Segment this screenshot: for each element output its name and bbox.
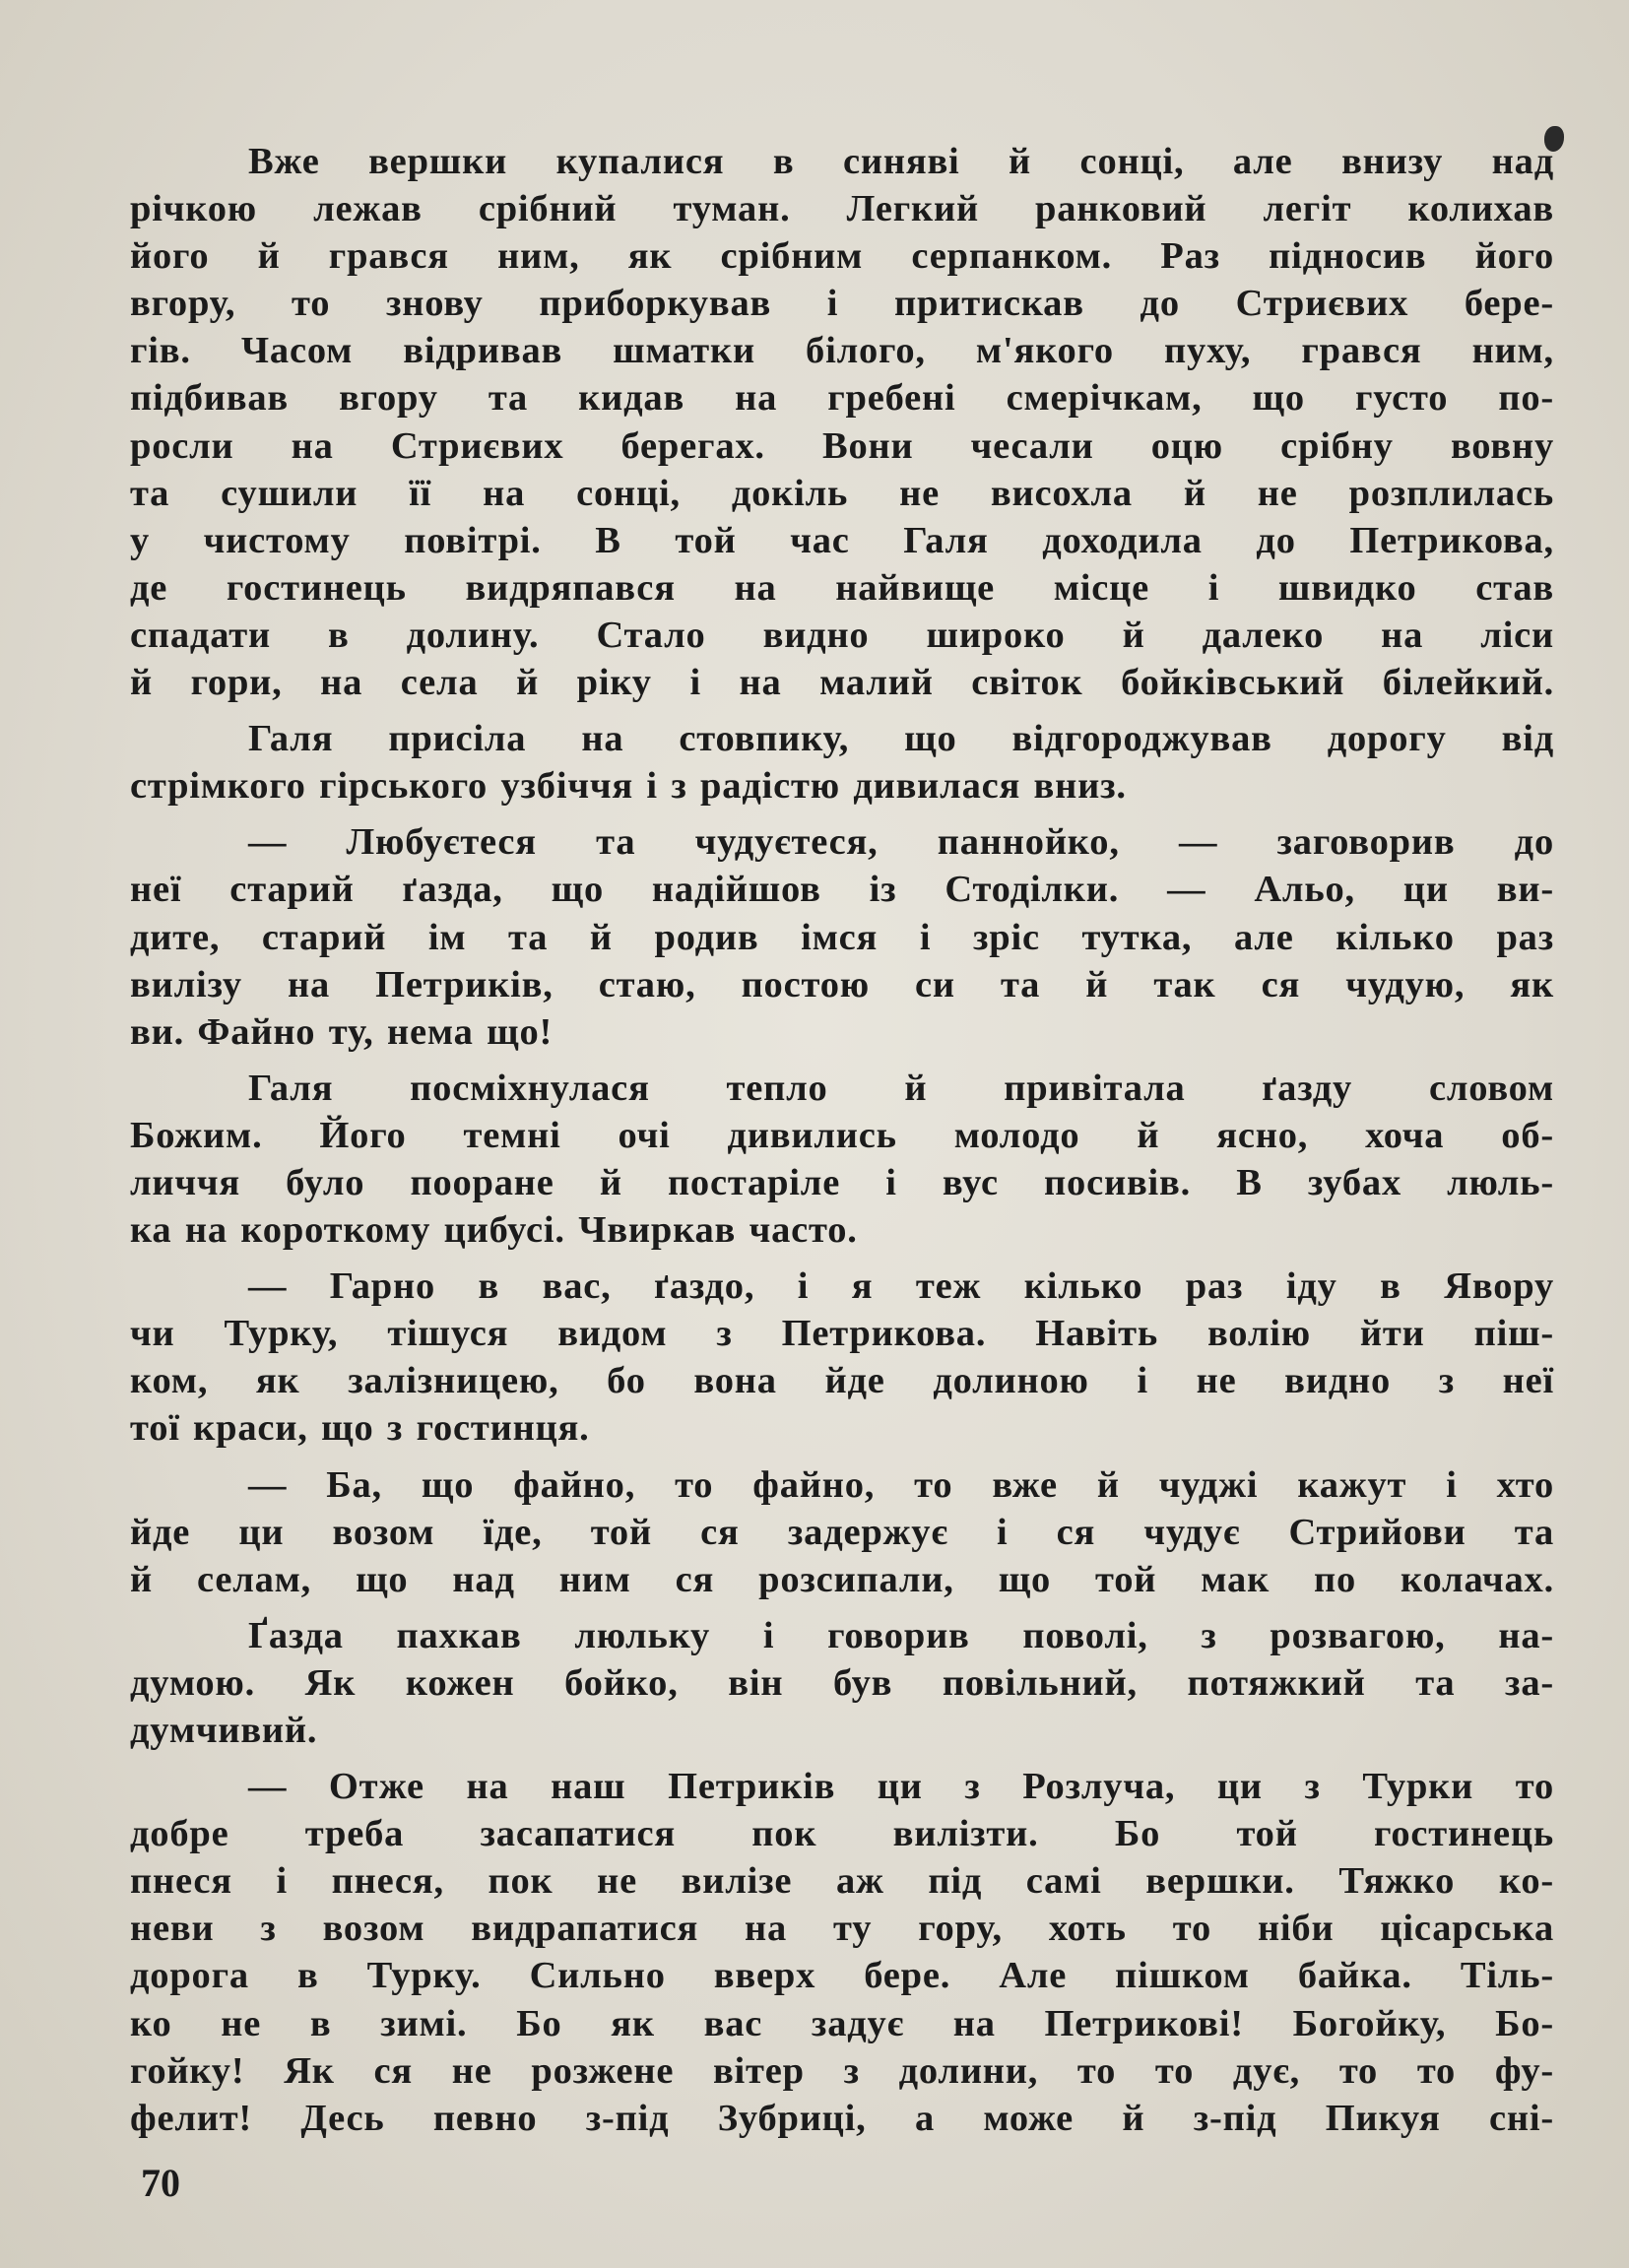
paragraph xyxy=(130,818,1554,1055)
text-line: добре треба засапатися пок вилізти. Бо той гостинець xyxy=(130,1813,1554,1855)
paragraph xyxy=(130,1065,1554,1254)
text-line: дите, старий ім та й родив імся і зріс тутка, але кілько раз xyxy=(130,916,1554,958)
text-line: гойку! Як ся не розжене вітер з долини, то то дує, то то фу- xyxy=(130,2049,1554,2092)
text-line: — Любуєтеся та чудуєтеся, паннойко, — заговорив до xyxy=(248,821,1554,864)
text-line: ви. Файно ту, нема що! xyxy=(130,1010,554,1053)
text-line: йде ци возом їде, той ся задержує і ся чудує Стрийови та xyxy=(130,1511,1554,1553)
text-line: пнеся і пнеся, пок не вилізе аж під самі вершки. Тяжко ко- xyxy=(130,1860,1554,1903)
text-line: — Отже на наш Петриків ци з Розлуча, ци з Турки то xyxy=(248,1766,1554,1808)
paragraph xyxy=(130,138,1554,706)
paragraph xyxy=(130,1461,1554,1603)
text-line: вгору, то знову приборкував і притискав до Стриєвих бере- xyxy=(130,283,1554,325)
text-line: Божим. Його темні очі дивились молодо й ясно, хоча об- xyxy=(130,1114,1554,1156)
text-line: спадати в долину. Стало видно широко й далеко на ліси xyxy=(130,614,1554,656)
text-line: думою. Як кожен бойко, він був повільний, потяжкий та за- xyxy=(130,1661,1554,1704)
paragraph xyxy=(130,715,1554,810)
paragraph xyxy=(130,1612,1554,1754)
text-line: де гостинець видряпався на найвище місце і швидко став xyxy=(130,566,1554,609)
text-line: тої краси, що з гостинця. xyxy=(130,1407,590,1450)
text-line: ко не в зимі. Бо як вас задує на Петрикові! Богойку, Бо- xyxy=(130,2002,1554,2044)
text-line: у чистому повітрі. В той час Галя доходила до Петрикова, xyxy=(130,519,1554,561)
text-line: — Гарно в вас, ґаздо, і я теж кілько раз іду в Явору xyxy=(248,1265,1554,1308)
text-line: й гори, на села й ріку і на малий світок бойківський білейкий. xyxy=(130,662,1554,704)
text-line: ком, як залізницею, бо вона йде долиною і не видно з неї xyxy=(130,1360,1554,1402)
text-line: — Ба, що файно, то файно, то вже й чуджі кажут і хто xyxy=(248,1463,1554,1506)
text-line: думчивий. xyxy=(130,1710,318,1751)
text-line: чи Турку, тішуся видом з Петрикова. Навіть волію йти піш- xyxy=(130,1313,1554,1355)
text-line: фелит! Десь певно з-під Зубриці, а може й з-під Пикуя сні- xyxy=(130,2097,1554,2139)
body-text xyxy=(130,138,1554,2142)
text-line: росли на Стриєвих берегах. Вони чесали оцю срібну вовну xyxy=(130,424,1554,467)
text-line: Галя посміхнулася тепло й привітала ґазду словом xyxy=(248,1067,1554,1109)
text-line: гів. Часом відривав шматки білого, м'якого пуху, грався ним, xyxy=(130,330,1554,372)
text-line: ка на короткому цибусі. Чвиркав часто. xyxy=(130,1209,858,1252)
text-line: річкою лежав срібний туман. Легкий ранковий легіт колихав xyxy=(130,188,1554,230)
page-number: 70 xyxy=(141,2161,180,2205)
text-line: Ґазда пахкав люльку і говорив поволі, з розвагою, на- xyxy=(248,1614,1554,1656)
paragraph xyxy=(130,1263,1554,1452)
text-line: Галя присіла на стовпику, що відгороджував дорогу від xyxy=(248,718,1554,760)
text-line: його й грався ним, як срібним серпанком. Раз підносив його xyxy=(130,235,1554,278)
text-line: й селам, що над ним ся розсипали, що той мак по колачах. xyxy=(130,1558,1554,1600)
text-line: неви з возом видрапатися на ту гору, хоть то ніби цісарська xyxy=(130,1908,1554,1950)
text-line: вилізу на Петриків, стаю, постою си та й так ся чудую, як xyxy=(130,963,1554,1005)
text-line: личчя було пооране й постаріле і вус посивів. В зубах люль- xyxy=(130,1161,1554,1203)
text-line: дорога в Турку. Сильно вверх бере. Але пішком байка. Тіль- xyxy=(130,1955,1554,1997)
text-line: та сушили її на сонці, докіль не висохла й не розплилась xyxy=(130,472,1554,514)
paragraph xyxy=(130,1763,1554,2142)
text-line: Вже вершки купалися в синяві й сонці, але внизу над xyxy=(248,141,1554,182)
text-line: підбивав вгору та кидав на гребені смерічкам, що густо по- xyxy=(130,377,1554,420)
text-line: неї старий ґазда, що надійшов із Стоділки. — Альо, ци ви- xyxy=(130,869,1554,911)
text-line: стрімкого гірського узбіччя і з радістю дивилася вниз. xyxy=(130,765,1127,808)
